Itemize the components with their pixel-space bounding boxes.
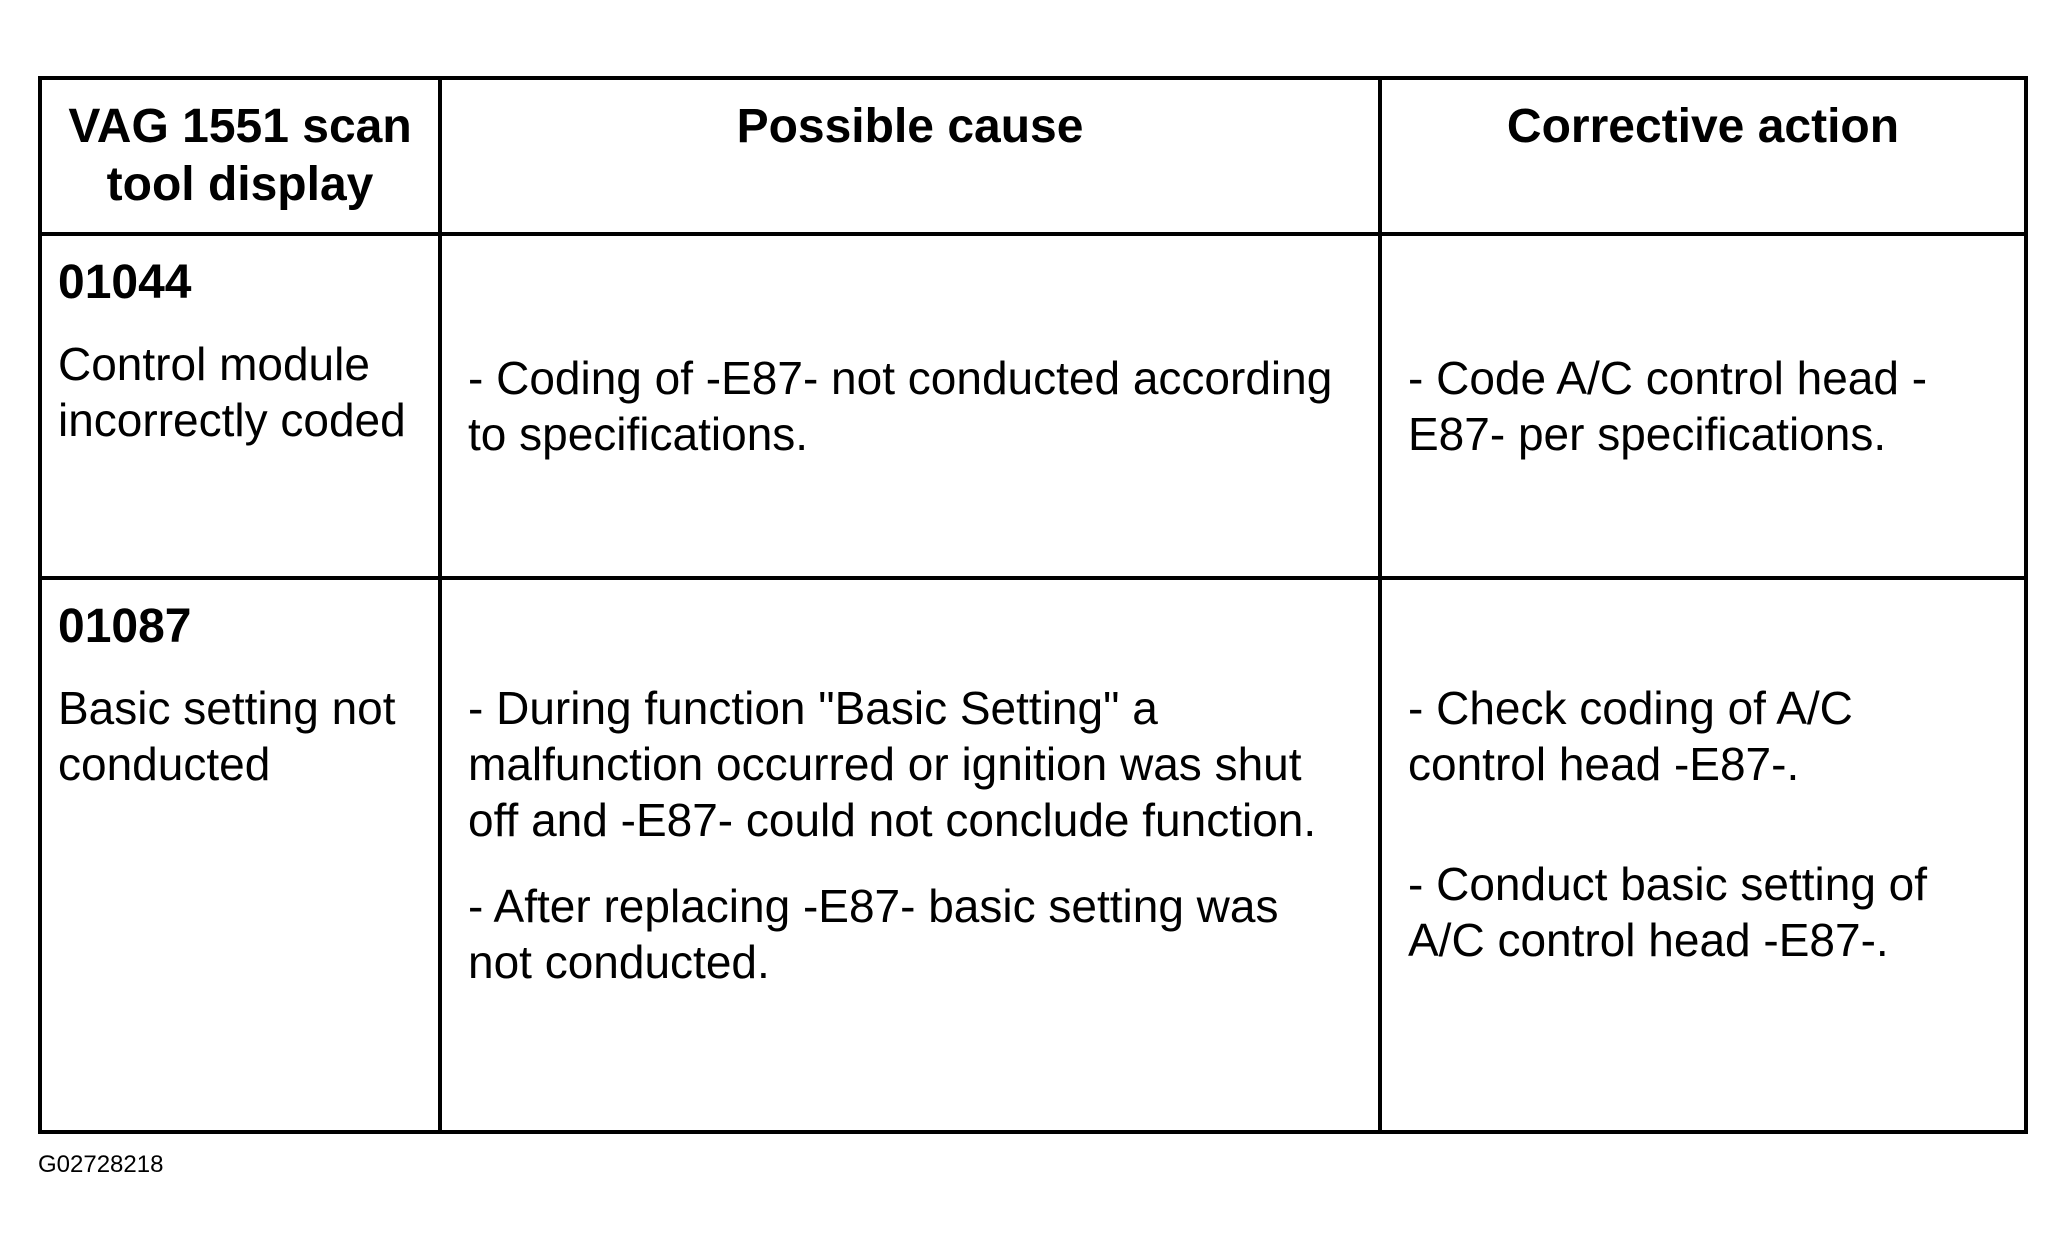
dtc-table [38,76,2028,1134]
figure-id: G02728218 [38,1151,164,1178]
table-row [40,234,2026,578]
scan-tool-display-cell [40,234,440,578]
header-possible-cause: Possible cause [440,78,1380,234]
action-text: - Check coding of A/C control head -E87-. [1408,682,1853,790]
fault-code: 01044 [58,256,192,309]
possible-cause-cell [440,234,1380,578]
table-row [40,578,2026,1132]
action-text: - Conduct basic setting of A/C control head -E87-. [1408,858,1928,966]
cause-text: - After replacing -E87- basic setting was not conducted. [468,880,1279,988]
header-row [40,78,2026,234]
cause-text: - During function "Basic Setting" a malfunction occurred or ignition was shut off and -E87- could not conclude function. [468,682,1317,846]
possible-cause-cell [440,578,1380,1132]
fault-description: Basic setting not conducted [58,682,396,790]
header-corrective-action: Corrective action [1380,78,2026,234]
corrective-action-cell [1380,234,2026,578]
header-scan-tool-display: VAG 1551 scan tool display [40,78,440,234]
fault-code: 01087 [58,600,192,653]
action-text: - Code A/C control head -E87- per specifications. [1408,352,1928,460]
cause-text: - Coding of -E87- not conducted according to specifications. [468,352,1333,460]
fault-description: Control module incorrectly coded [58,338,406,446]
corrective-action-cell [1380,578,2026,1132]
scan-tool-display-cell [40,578,440,1132]
